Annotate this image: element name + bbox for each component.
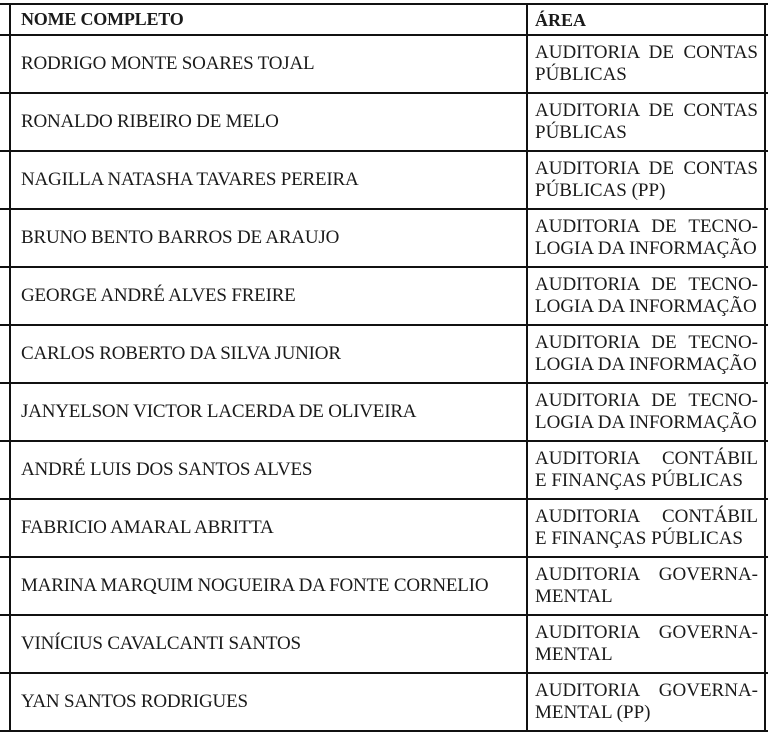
area-line-2: LOGIA DA INFORMAÇÃO (535, 296, 757, 317)
area-line-1: AUDITORIA DE CONTAS (535, 100, 758, 121)
auditors-table (0, 3, 768, 732)
area-line-1: AUDITORIA DE CONTAS (535, 42, 758, 63)
name-cell: GEORGE ANDRÉ ALVES FREIRE (11, 268, 528, 324)
table-body (0, 36, 768, 732)
area-line-1: AUDITORIA GOVERNA- (535, 680, 758, 701)
name-cell: CARLOS ROBERTO DA SILVA JUNIOR (11, 326, 528, 382)
partial-column-cell (0, 152, 11, 208)
area-line-1: AUDITORIA DE TECNO- (535, 274, 758, 295)
name-cell: JANYELSON VICTOR LACERDA DE OLIVEIRA (11, 384, 528, 440)
area-line-2: PÚBLICAS (535, 64, 627, 85)
table-row (0, 94, 768, 152)
area-line-1: AUDITORIA CONTÁBIL (535, 506, 758, 527)
name-cell: YAN SANTOS RODRIGUES (11, 674, 528, 730)
area-line-1: AUDITORIA DE CONTAS (535, 158, 758, 179)
partial-column-cell (0, 268, 11, 324)
table-row (0, 442, 768, 500)
area-line-1: AUDITORIA GOVERNA- (535, 622, 758, 643)
area-cell (528, 442, 766, 498)
area-cell (528, 152, 766, 208)
area-cell (528, 616, 766, 672)
area-cell (528, 268, 766, 324)
partial-column-cell (0, 674, 11, 730)
area-line-2: PÚBLICAS (PP) (535, 180, 666, 201)
area-cell (528, 558, 766, 614)
partial-column-cell (0, 442, 11, 498)
area-line-2: MENTAL (535, 586, 613, 607)
area-line-1: AUDITORIA DE TECNO- (535, 390, 758, 411)
partial-column-cell (0, 500, 11, 556)
area-line-2: E FINANÇAS PÚBLICAS (535, 528, 743, 549)
table-header-row (0, 3, 768, 36)
header-area: ÁREA (528, 5, 766, 34)
table-row (0, 210, 768, 268)
partial-column-cell (0, 94, 11, 150)
area-cell (528, 36, 766, 92)
area-line-2: LOGIA DA INFORMAÇÃO (535, 238, 757, 259)
table-row (0, 268, 768, 326)
partial-column-cell (0, 326, 11, 382)
area-line-1: AUDITORIA DE TECNO- (535, 216, 758, 237)
table-row (0, 558, 768, 616)
table-row (0, 384, 768, 442)
area-line-2: LOGIA DA INFORMAÇÃO (535, 354, 757, 375)
table-row (0, 674, 768, 732)
area-cell (528, 384, 766, 440)
area-cell (528, 94, 766, 150)
area-line-2: PÚBLICAS (535, 122, 627, 143)
area-line-2: LOGIA DA INFORMAÇÃO (535, 412, 757, 433)
name-cell: NAGILLA NATASHA TAVARES PEREIRA (11, 152, 528, 208)
partial-column-cell (0, 36, 11, 92)
area-cell (528, 210, 766, 266)
header-nome-completo: NOME COMPLETO (11, 5, 528, 34)
area-line-2: MENTAL (535, 644, 613, 665)
name-cell: FABRICIO AMARAL ABRITTA (11, 500, 528, 556)
area-line-1: AUDITORIA GOVERNA- (535, 564, 758, 585)
name-cell: RODRIGO MONTE SOARES TOJAL (11, 36, 528, 92)
name-cell: RONALDO RIBEIRO DE MELO (11, 94, 528, 150)
name-cell: ANDRÉ LUIS DOS SANTOS ALVES (11, 442, 528, 498)
area-line-1: AUDITORIA DE TECNO- (535, 332, 758, 353)
area-line-2: E FINANÇAS PÚBLICAS (535, 470, 743, 491)
partial-column-cell (0, 558, 11, 614)
area-line-1: AUDITORIA CONTÁBIL (535, 448, 758, 469)
area-line-2: MENTAL (PP) (535, 702, 651, 723)
name-cell: MARINA MARQUIM NOGUEIRA DA FONTE CORNELIO (11, 558, 528, 614)
table-row (0, 500, 768, 558)
name-cell: BRUNO BENTO BARROS DE ARAUJO (11, 210, 528, 266)
partial-column-cell (0, 384, 11, 440)
name-cell: VINÍCIUS CAVALCANTI SANTOS (11, 616, 528, 672)
area-cell (528, 500, 766, 556)
table-row (0, 36, 768, 94)
partial-column-cell (0, 616, 11, 672)
partial-column-cell (0, 5, 11, 34)
area-cell (528, 674, 766, 730)
table-row (0, 616, 768, 674)
table-row (0, 326, 768, 384)
partial-column-cell (0, 210, 11, 266)
table-row (0, 152, 768, 210)
area-cell (528, 326, 766, 382)
